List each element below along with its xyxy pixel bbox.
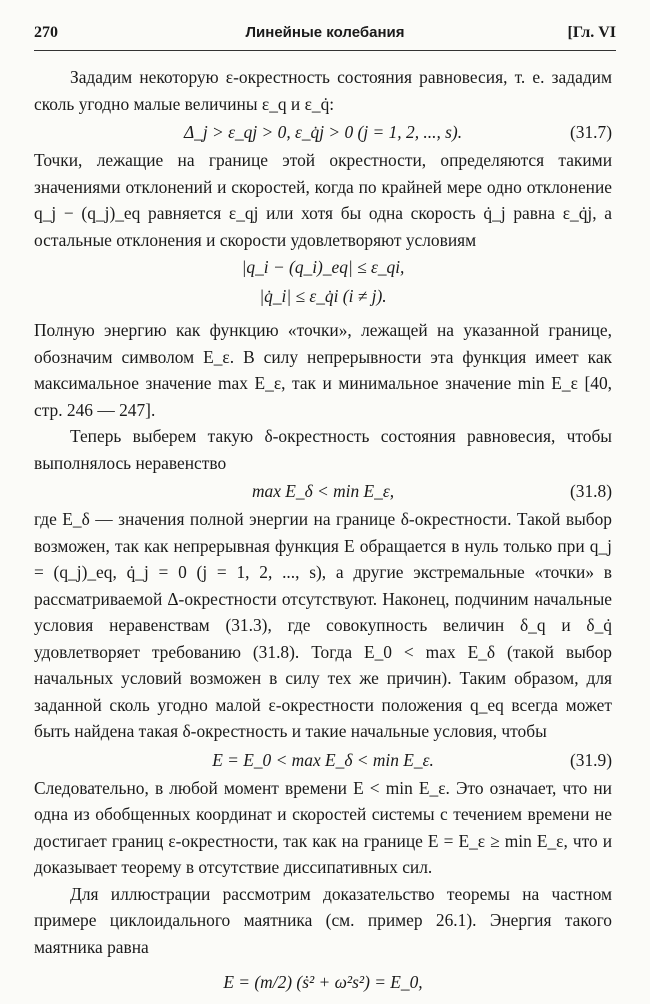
- equation-31-8: [34, 476, 612, 506]
- header-rule: [34, 50, 616, 51]
- paragraph-1: Зададим некоторую ε-окрестность состояния равновесия, т. е. зададим сколь угодно малые величины ε_q и ε_q̇:: [34, 67, 612, 114]
- equation-31-9-text: E = E_0 < max E_δ < min E_ε.: [212, 749, 434, 770]
- chapter-label: [Гл. VI: [567, 24, 616, 41]
- paragraph-2: Точки, лежащие на границе этой окрестности, определяются такими значениями отклонений и скоростей, когда по крайней мере одно отклонение q_j − (q_j)_eq равняется ε_qj или хотя бы одна скорость q̇_j равна ε_q̇j, а остальные отклонения и скорости удовлетворяют условиям: [34, 150, 612, 250]
- text-body: [34, 64, 612, 1004]
- equation-31-9-number: (31.9): [569, 749, 612, 770]
- equation-31-9: [34, 745, 612, 775]
- paragraph-3: Полную энергию как функцию «точки», лежащей на указанной границе, обозначим символом E_ε. В силу непрерывности эта функция имеет как максимальное значение max E_ε, так и минимальное значение min E_ε [40, стр. 246 — 247].: [34, 320, 612, 420]
- equation-31-8-number: (31.8): [569, 481, 612, 501]
- equation-31-7-text: Δ_j > ε_qj > 0, ε_q̇j > 0 (j = 1, 2, ..., s).: [183, 122, 463, 142]
- energy-equation: E = (m/2) (ṡ² + ω²s²) = E_0,: [223, 972, 423, 992]
- page-number: 270: [34, 24, 58, 41]
- paragraph-7: Для иллюстрации рассмотрим доказательство теоремы на частном примере циклоидального маятника (см. пример 26.1). Энергия такого маятника равна: [34, 883, 612, 957]
- paragraph-4: Теперь выберем такую δ-окрестность состояния равновесия, чтобы выполнялось неравенство: [34, 426, 612, 473]
- page-header: [34, 24, 616, 48]
- running-title: Линейные колебания: [245, 24, 405, 41]
- paragraph-6: Следовательно, в любой момент времени E < min E_ε. Это означает, что ни одна из обобщенных координат и скоростей системы с течением времени не достигает границ ε-окрестности, так как на границе E = E_ε ≥ min E_ε, что и доказывает теорему в отсутствие диссипативных сил.: [34, 777, 612, 877]
- equation-31-8-text: max E_δ < min E_ε,: [251, 481, 395, 501]
- condition-1: |q_i − (q_i)_eq| ≤ ε_qi,: [241, 257, 405, 277]
- paragraph-5: где E_δ — значения полной энергии на границе δ-окрестности. Такой выбор возможен, так как непрерывная функция E обращается в нуль только при q_j = (q_j)_eq, q̇_j = 0 (j = 1, 2, ..., s), а другие экстремальные «точки» в рассматриваемой Δ-окрестности отсутствуют. Наконец, подчиним начальные условия неравенствам (31.3), где совокупность величин δ_q и δ_q̇ удовлетворяет требованию (31.8). Тогда E_0 < max E_δ (такой выбор начальных условий возможен в силу тех же причин). Таким образом, для заданной сколь угодно малой ε-окрестности положения q_eq всегда может быть найдена такая δ-окрестность и такие начальные условия, чтобы: [34, 509, 612, 741]
- equation-31-7-number: (31.7): [569, 122, 612, 142]
- equation-31-7: [34, 117, 612, 147]
- boundary-conditions: [34, 253, 612, 311]
- condition-2: |q̇_i| ≤ ε_q̇i (i ≠ j).: [259, 286, 387, 306]
